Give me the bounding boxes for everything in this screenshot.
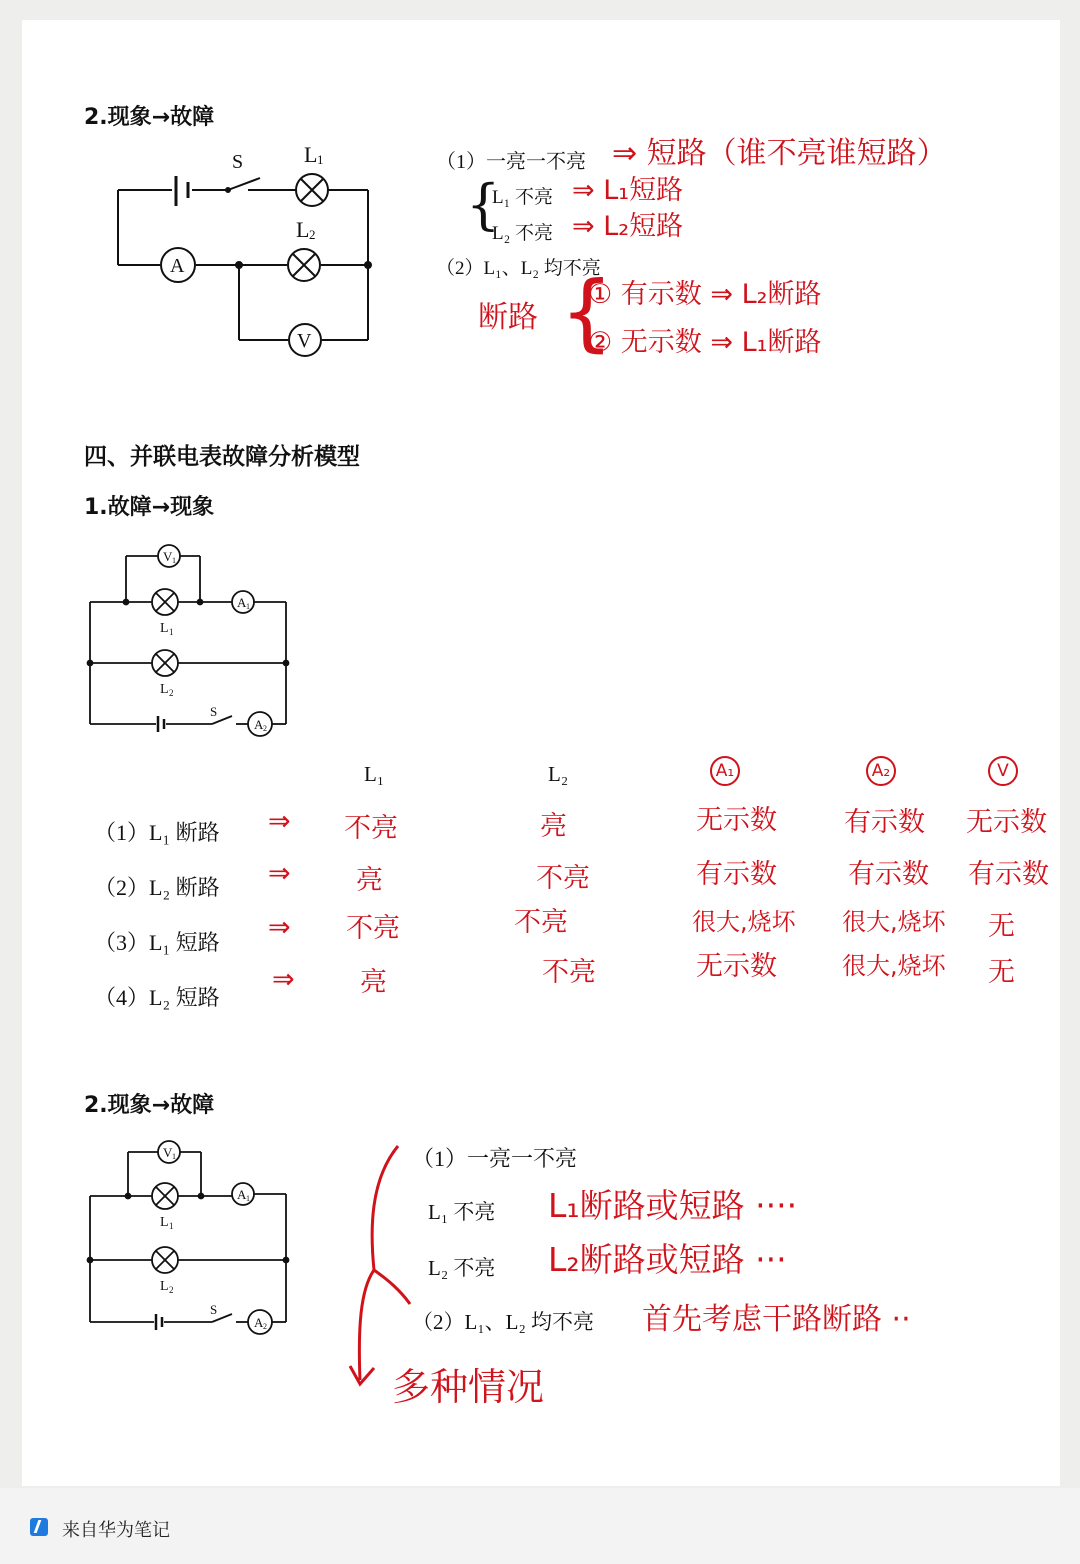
row3-arrow: ⇒ (268, 912, 291, 943)
top-item1-label: （1）一亮一不亮 (436, 151, 586, 173)
l2-label-2: L (160, 1279, 169, 1294)
v1-sub: 1 (172, 556, 176, 565)
s-label: S (210, 704, 218, 719)
voltmeter-label: V (297, 330, 312, 352)
bottom-item2-label: （2）L₁、L₂ 均不亮 (412, 1310, 595, 1334)
row1-arrow: ⇒ (268, 806, 291, 837)
l1-label-2: L (160, 1215, 169, 1230)
a2-sub: 2 (263, 724, 267, 733)
row4-l2: 不亮 (542, 957, 596, 988)
bottom-l2-label: L₂ 不亮 (428, 1256, 496, 1280)
row1-label: （1）L₁ 断路 (94, 820, 220, 845)
section4-title: 四、并联电表故障分析模型 (84, 444, 360, 470)
bottom-item1-label: （1）一亮一不亮 (412, 1146, 578, 1171)
top-l2-label: L₂ 不亮 (492, 223, 553, 244)
row3-label: （3）L₁ 短路 (94, 930, 220, 955)
row2-l2: 不亮 (536, 863, 590, 894)
parallel-circuit-diagram (80, 540, 310, 745)
open-brace: { (560, 263, 614, 361)
col-header-v: V (988, 756, 1018, 786)
row2-l1: 亮 (356, 865, 383, 896)
top-l1-label: L₁ 不亮 (492, 187, 553, 208)
row1-v: 无示数 (966, 807, 1047, 838)
open-sub1-handwriting: ① 有示数 ⇒ L₂断路 (588, 279, 822, 310)
bottom-l1-handwriting: L₁断路或短路 ···· (548, 1186, 798, 1225)
switch-label: S (232, 151, 244, 173)
l1-sub-2: 1 (169, 1221, 174, 1231)
row4-l1: 亮 (360, 967, 387, 998)
a2-label-2: A (254, 1315, 264, 1330)
ammeter-label: A (170, 255, 185, 277)
l1-label: L (160, 621, 169, 636)
v1-label-2: V (163, 1145, 173, 1160)
bottom-l1-label: L₁ 不亮 (428, 1200, 496, 1224)
col-header-a2: A₂ (866, 756, 896, 786)
top-l1-handwriting: ⇒ L₁短路 (572, 175, 684, 206)
a2-label: A (254, 717, 264, 732)
v1-label: V (163, 549, 173, 564)
top-item2-label: （2）L₁、L₂ 均不亮 (436, 258, 601, 279)
row4-a1: 无示数 (696, 951, 777, 982)
series-circuit-diagram (100, 130, 400, 370)
l2-label: L (160, 682, 169, 697)
row2-a1: 有示数 (696, 859, 777, 890)
a1-sub: 1 (246, 602, 250, 611)
row3-a2: 很大,烧坏 (842, 908, 946, 936)
top-brace: { (466, 173, 501, 236)
v1-sub-2: 1 (172, 1152, 176, 1161)
a2-sub-2: 2 (263, 1322, 267, 1331)
row3-l1: 不亮 (346, 913, 400, 944)
top-item1-handwriting: ⇒ 短路（谁不亮谁短路） (612, 136, 947, 171)
l2-sub-2: 2 (169, 1285, 174, 1295)
a1-label: A (237, 595, 247, 610)
open-circuit-handwriting: 断路 (478, 300, 538, 335)
bottom-l2-handwriting: L₂断路或短路 ··· (548, 1240, 787, 1279)
l2-sub: 2 (169, 688, 174, 698)
row1-l1: 不亮 (344, 813, 398, 844)
row2-arrow: ⇒ (268, 858, 291, 889)
section4-subtitle: 1.故障→现象 (84, 495, 215, 520)
lamp1-sub: 1 (317, 152, 324, 167)
lamp2-label: L (296, 217, 310, 242)
col-header-a1: A₁ (710, 756, 740, 786)
row4-arrow: ⇒ (272, 964, 295, 995)
lamp1-label: L (304, 142, 318, 167)
many-cases-handwriting: 多种情况 (392, 1365, 545, 1409)
row3-l2: 不亮 (514, 907, 568, 938)
section-subtitle: 2.现象→故障 (84, 105, 215, 130)
parallel-circuit-diagram-2 (80, 1136, 310, 1341)
row3-v: 无 (988, 911, 1015, 942)
row2-label: （2）L₂ 断路 (94, 875, 220, 900)
a1-label-2: A (237, 1187, 247, 1202)
s-label-2: S (210, 1302, 218, 1317)
row2-a2: 有示数 (848, 859, 929, 890)
huawei-notes-icon (30, 1518, 48, 1536)
footer-source-text: 来自华为笔记 (62, 1520, 170, 1541)
row4-v: 无 (988, 957, 1015, 988)
col-header-l1: L₁ (364, 762, 385, 786)
row1-a2: 有示数 (844, 807, 925, 838)
row1-l2: 亮 (540, 811, 567, 842)
bottom-subtitle: 2.现象→故障 (84, 1093, 215, 1118)
row4-label: （4）L₂ 短路 (94, 985, 220, 1010)
open-sub2-handwriting: ② 无示数 ⇒ L₁断路 (588, 327, 822, 358)
row3-a1: 很大,烧坏 (692, 908, 796, 936)
row2-v: 有示数 (968, 859, 1049, 890)
row1-a1: 无示数 (696, 805, 777, 836)
top-l2-handwriting: ⇒ L₂短路 (572, 211, 684, 242)
col-header-l2: L₂ (548, 762, 569, 786)
a1-sub-2: 1 (246, 1194, 250, 1203)
l1-sub: 1 (169, 627, 174, 637)
lamp2-sub: 2 (309, 227, 316, 242)
bottom-item2-handwriting: 首先考虑干路断路 ·· (642, 1302, 911, 1337)
footer-bar (0, 1488, 1080, 1564)
row4-a2: 很大,烧坏 (842, 952, 946, 980)
